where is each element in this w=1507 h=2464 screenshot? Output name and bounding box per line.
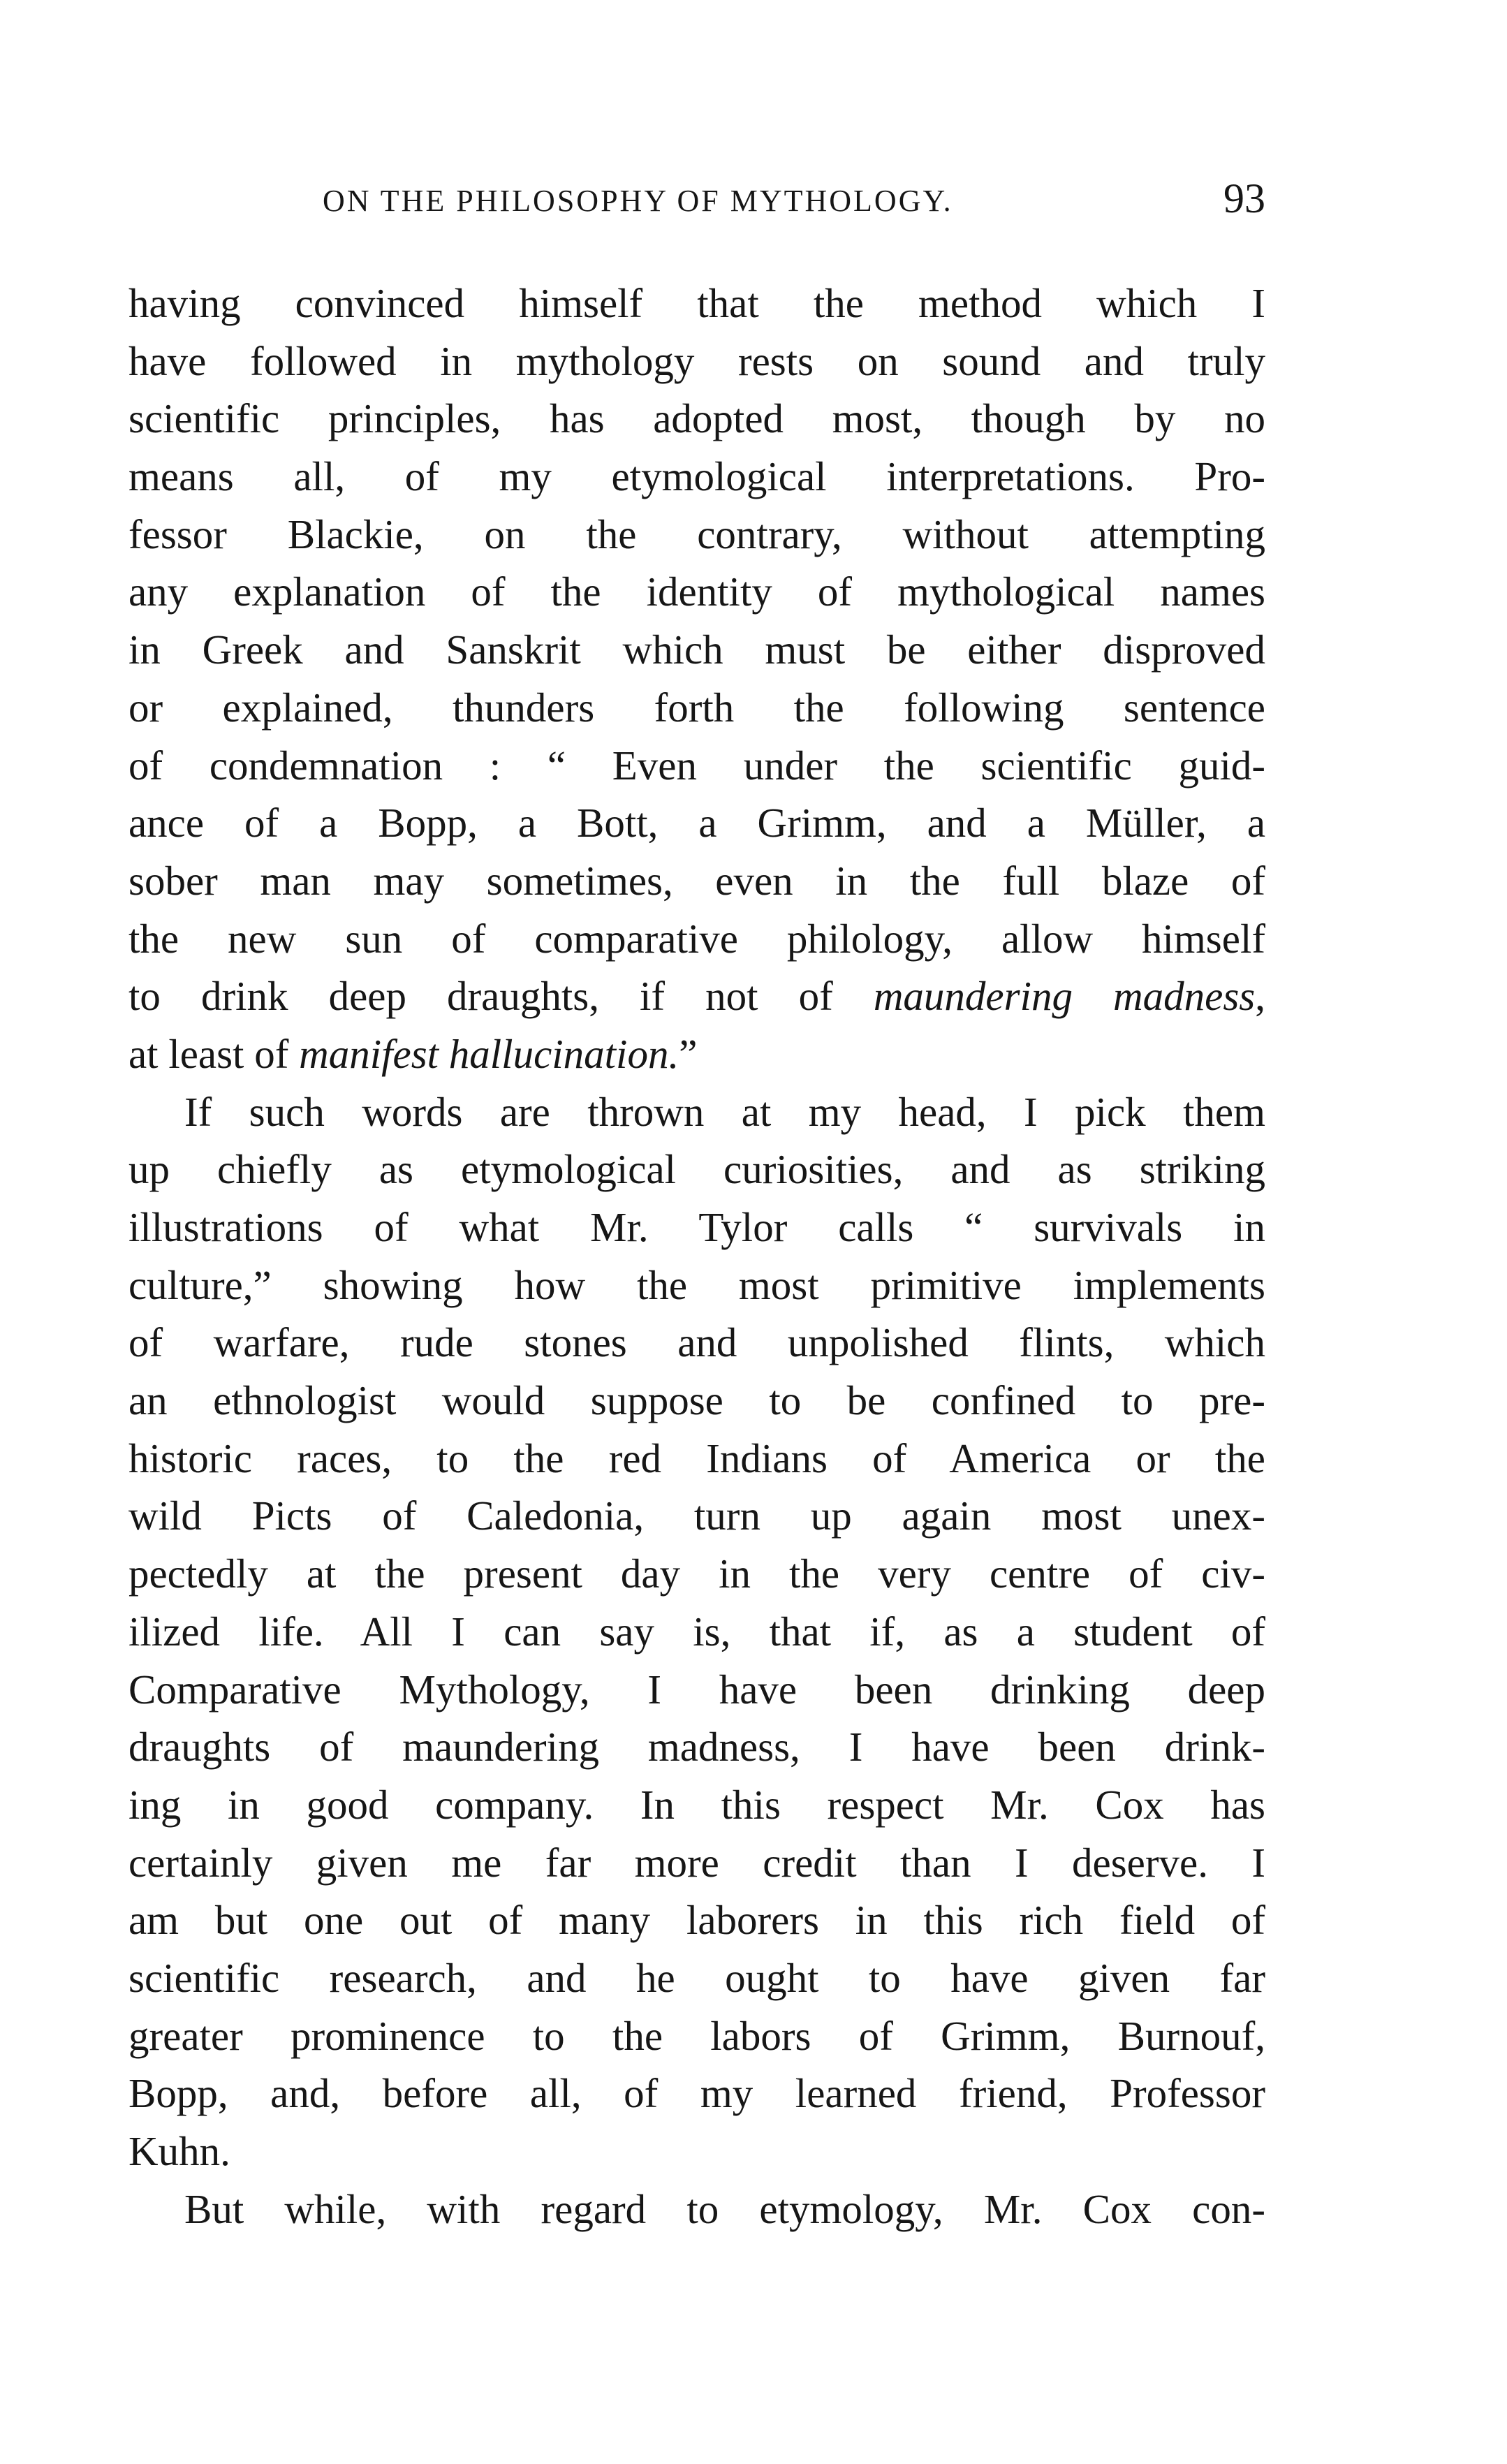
text-segment: ance of a Bopp, a Bott, a Grimm, and a Müller, a [128, 800, 1265, 846]
text-segment: Comparative Mythology, I have been drinking deep [128, 1666, 1265, 1713]
text-line [128, 1372, 1265, 1430]
text-line [128, 1603, 1265, 1661]
text-segment: draughts of maundering madness, I have been drink- [128, 1724, 1265, 1770]
text-line [128, 448, 1265, 506]
text-segment: an ethnologist would suppose to be confined to pre- [128, 1377, 1265, 1424]
text-line [128, 1025, 1265, 1083]
text-segment: , [1255, 973, 1265, 1020]
text-segment: scientific research, and he ought to have given far [128, 1954, 1265, 2001]
text-line [128, 794, 1265, 852]
text-segment: illustrations of what Mr. Tylor calls “ survivals in [128, 1204, 1265, 1250]
text-line [128, 967, 1265, 1025]
page-number: 93 [1223, 175, 1265, 221]
paragraph-first-line [128, 2180, 1265, 2238]
text-segment: am but one out of many laborers in this rich field of [128, 1897, 1265, 1944]
text-segment: certainly given me far more credit than I deserve. I [128, 1839, 1265, 1886]
text-segment: scientific principles, has adopted most, though by no [128, 395, 1265, 442]
text-segment: ” [679, 1030, 698, 1077]
text-line [128, 1256, 1265, 1314]
text-segment: the new sun of comparative philology, allow himself [128, 915, 1265, 962]
text-segment: at least of [128, 1030, 300, 1077]
text-segment: of warfare, rude stones and unpolished flints, which [128, 1319, 1265, 1366]
text-line [128, 1141, 1265, 1198]
text-segment: having convinced himself that the method which I [128, 280, 1265, 326]
text-line [128, 1314, 1265, 1372]
text-line [128, 2007, 1265, 2065]
text-line [128, 2065, 1265, 2122]
text-line [128, 1430, 1265, 1488]
text-line [128, 1776, 1265, 1834]
text-line [128, 2122, 1265, 2180]
text-segment: fessor Blackie, on the contrary, without attempting [128, 511, 1265, 557]
text-line [128, 1487, 1265, 1545]
text-segment: any explanation of the identity of mythological names [128, 569, 1265, 615]
text-segment: in Greek and Sanskrit which must be either disproved [128, 626, 1265, 673]
text-line [128, 852, 1265, 910]
text-line [128, 332, 1265, 390]
text-segment: But while, with regard to etymology, Mr. Cox con- [184, 2185, 1265, 2232]
text-line [128, 1661, 1265, 1719]
text-segment: means all, of my etymological interpretations. Pro- [128, 453, 1265, 500]
text-segment: ilized life. All I can say is, that if, as a student of [128, 1608, 1265, 1655]
text-segment: of condemnation : “ Even under the scientific guid- [128, 742, 1265, 789]
text-segment: historic races, to the red Indians of America or the [128, 1435, 1265, 1481]
text-segment: wild Picts of Caledonia, turn up again most unex- [128, 1493, 1265, 1539]
text-line [128, 390, 1265, 448]
text-line [128, 737, 1265, 795]
italic-text: maundering madness [873, 973, 1256, 1020]
text-line [128, 274, 1265, 332]
text-segment: ing in good company. In this respect Mr. Cox has [128, 1781, 1265, 1828]
text-segment: have followed in mythology rests on sound and truly [128, 337, 1265, 384]
text-segment: to drink deep draughts, if not of [128, 973, 874, 1020]
text-line [128, 563, 1265, 621]
text-line [128, 1949, 1265, 2007]
text-line [128, 679, 1265, 737]
text-line [128, 1198, 1265, 1256]
italic-text: manifest hallucination. [299, 1030, 679, 1077]
text-segment: sober man may sometimes, even in the full blaze of [128, 857, 1265, 904]
paragraph-first-line [128, 1083, 1265, 1141]
text-line [128, 1834, 1265, 1892]
text-segment: up chiefly as etymological curiosities, and as striking [128, 1146, 1265, 1193]
running-header [128, 175, 1265, 229]
text-segment: pectedly at the present day in the very centre of civ- [128, 1550, 1265, 1597]
text-line [128, 910, 1265, 968]
text-line [128, 1718, 1265, 1776]
text-segment: culture,” showing how the most primitive implements [128, 1261, 1265, 1308]
text-segment: Bopp, and, before all, of my learned friend, Professor [128, 2070, 1265, 2117]
text-segment: or explained, thunders forth the following sentence [128, 684, 1265, 731]
running-title: ON THE PHILOSOPHY OF MYTHOLOGY. [323, 184, 953, 218]
text-segment: Kuhn. [128, 2128, 230, 2174]
text-segment: greater prominence to the labors of Grimm, Burnouf, [128, 2012, 1265, 2059]
text-line [128, 1545, 1265, 1603]
text-line [128, 621, 1265, 679]
body-text [128, 274, 1265, 2238]
text-line [128, 506, 1265, 564]
text-line [128, 1891, 1265, 1949]
text-segment: If such words are thrown at my head, I pick them [184, 1088, 1265, 1135]
